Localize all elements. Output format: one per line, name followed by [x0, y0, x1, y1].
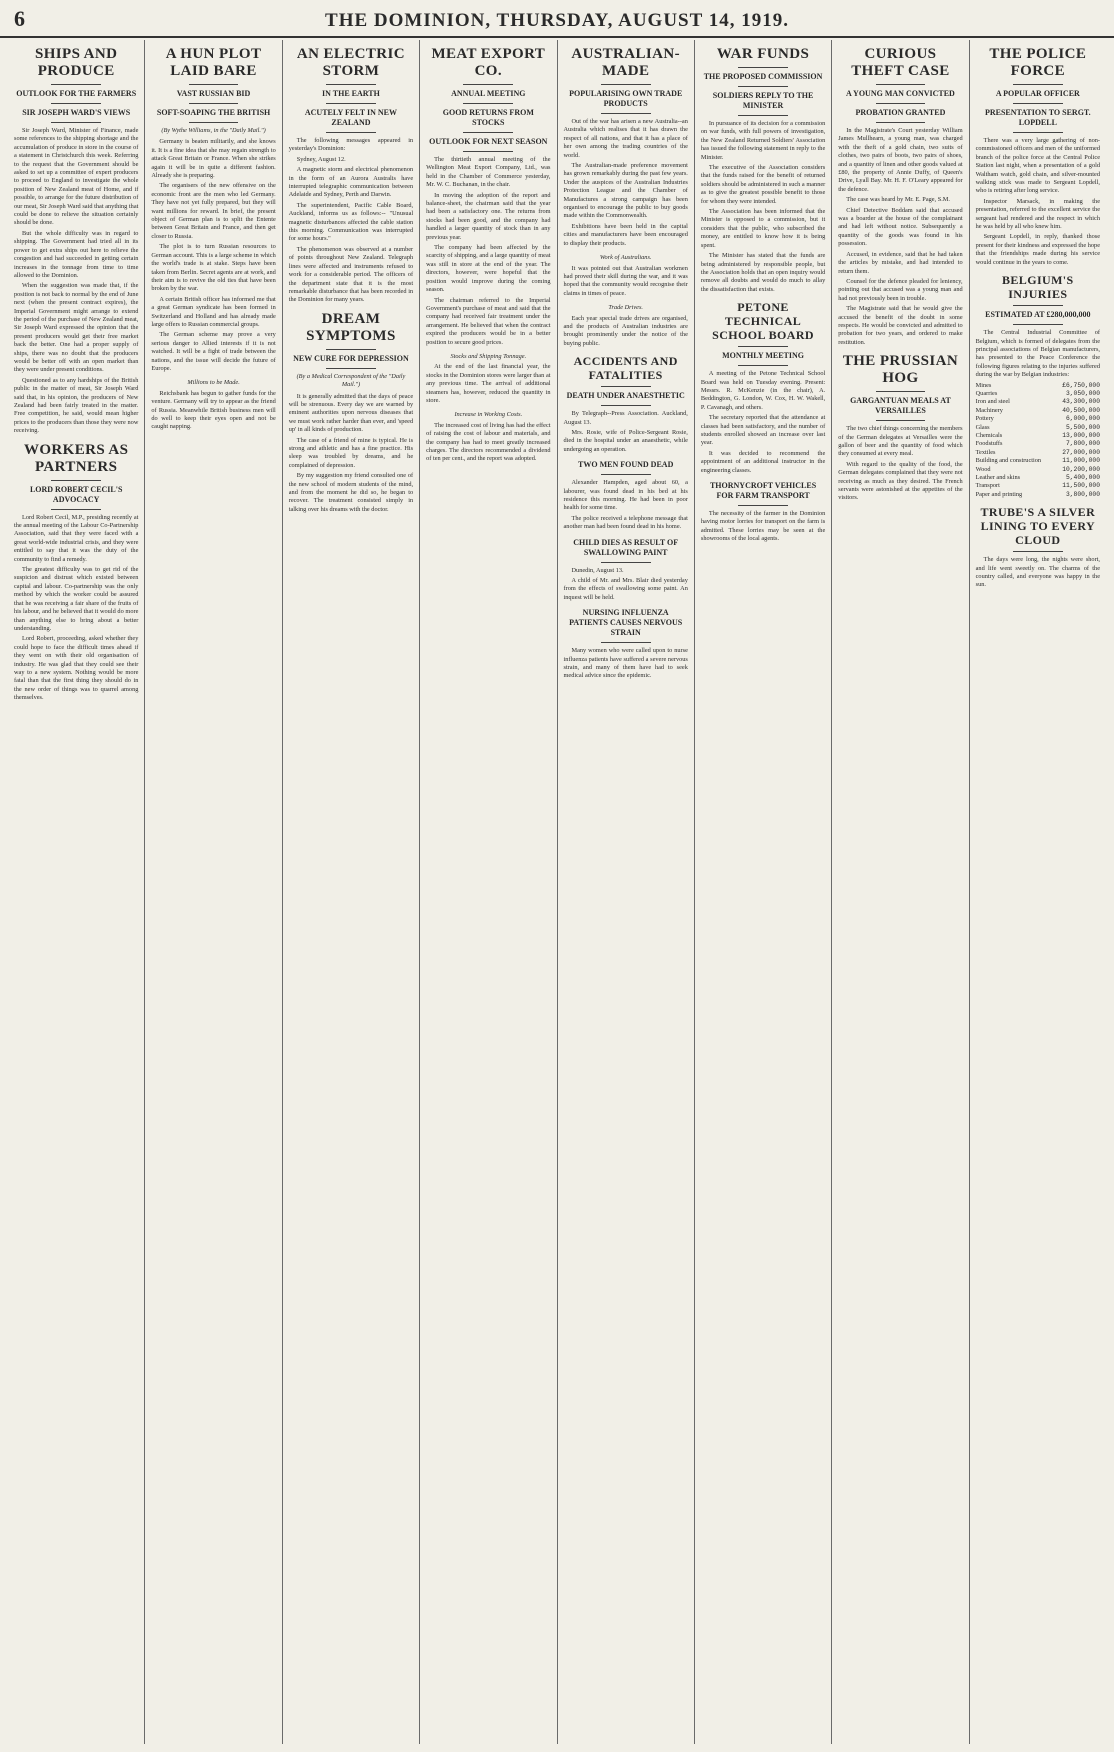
paragraph: Mrs. Rosie, wife of Police-Sergeant Rosie, died in the hospital under an anaesthetic, while undergoing an operation.	[563, 428, 688, 453]
section-heading: Work of Australians.	[599, 254, 652, 262]
headline-rule	[1013, 84, 1063, 85]
article	[151, 379, 275, 431]
newspaper-title: THE DOMINION, THURSDAY, AUGUST 14, 1919.	[325, 10, 789, 31]
subheadline: OUTLOOK FOR THE FARMERS	[16, 89, 137, 98]
article	[14, 442, 138, 703]
stat-value: 6,000,000	[1065, 415, 1100, 423]
section-heading: Millions to be Made.	[187, 379, 240, 387]
paragraph: The increased cost of living has had the effect of raising the cost of labour and materials, and the company has had to meet greatly increased charges. The directors recommended a dividend of ten per cent., and the report was adopted.	[426, 421, 551, 463]
stat-label: Glass	[975, 423, 990, 431]
stat-label: Foodstuffs	[975, 440, 1003, 448]
stat-label: Quarries	[975, 389, 998, 397]
article	[838, 353, 962, 503]
paragraph: The case was heard by Mr. E. Page, S.M.	[846, 196, 950, 204]
paragraph: The two chief things concerning the members of the German delegates at Versailles were the gallon of beer and the quantity of food which they consumed at every meal.	[838, 425, 963, 458]
subheadline: GOOD RETURNS FROM STOCKS	[442, 108, 534, 127]
article	[976, 273, 1100, 499]
headline: THE POLICE FORCE	[989, 46, 1087, 79]
subhead-rule	[601, 113, 651, 114]
subhead-rule	[876, 122, 926, 123]
paragraph: The days were long, the nights were short, and life went sweetly on. The charms of the country called, and everyone was happy in the sun.	[975, 556, 1100, 589]
stat-label: Paper and printing	[975, 490, 1023, 498]
paragraph: The case of a friend of mine is typical. He is strong and athletic and has a fine practice. His sleep was troubled by dreams, and he complained of depression.	[288, 436, 414, 469]
headline: AUSTRALIAN-MADE	[571, 46, 680, 79]
stat-row	[976, 491, 1100, 499]
subhead-rule	[463, 132, 513, 133]
subhead-rule	[1013, 132, 1063, 133]
column	[832, 40, 969, 1744]
masthead	[0, 0, 1114, 38]
paragraph: A meeting of the Petone Technical School Board was held on Tuesday evening. Present: Messrs. R. McKenzie (in the chair), A. Beddington, G. London, W. Cox, H. W. Wakell, P. Cavanagh, and others.	[700, 370, 826, 411]
subheadline: A YOUNG MAN CONVICTED	[846, 89, 955, 98]
headline-rule	[601, 84, 651, 85]
stat-row	[976, 457, 1100, 465]
subheadline: NURSING INFLUENZA PATIENTS CAUSES NERVOUS STRAIN	[569, 608, 683, 638]
article	[426, 46, 550, 347]
paragraph: But the whole difficulty was in regard to shipping. The Government had tried all in its power to get extra ships out here to relieve the congestion and had succeeded in getting certain increases in the tonnage from time to time allowed to the Dominion.	[14, 229, 139, 279]
stat-value: 13,000,000	[1062, 431, 1100, 439]
subhead-rule	[738, 115, 788, 116]
subheadline: TWO MEN FOUND DEAD	[578, 460, 674, 470]
subheadline: GARGANTUAN MEALS AT VERSAILLES	[850, 396, 951, 416]
stat-value: 27,000,000	[1062, 448, 1100, 456]
article	[564, 304, 688, 348]
subhead-rule	[601, 474, 651, 475]
paragraph: Sir Joseph Ward, Minister of Finance, made some references to the shipping shortage and the accumulation of produce in store in the course of a statement in Christchurch this week. Referring to the request that the Government should be asked to set up a committee of expert producers to proceed to England to investigate the whole position of New Zealand meat of Home, and if possible, to arrange for the future distribution of our meat, Sir Joseph Ward said that anything that could be done to relieve the situation certainly should be done.	[14, 127, 139, 227]
paragraph: In pursuance of its decision for a commission on war funds, with full powers of investigation, the New Zealand Returned Soldiers' Association has issued the following statement in reply to the Minister.	[700, 120, 826, 161]
stat-label: Building and construction	[975, 457, 1042, 465]
paragraph: Dunedin, August 13.	[571, 566, 624, 574]
subhead-rule	[463, 103, 513, 104]
article	[701, 300, 825, 475]
column	[8, 40, 145, 1744]
page-number: 6	[14, 6, 25, 31]
paragraph: Reichsbank has begun to gather funds for the venture. Germany will try to appear as the friend of Russia. Meanwhile British business men will do well to keep their eyes open and not be caught napping.	[151, 389, 276, 431]
headline: PETONE TECHNICAL SCHOOL BOARD	[712, 300, 814, 343]
stat-label: Textiles	[975, 448, 996, 456]
stat-value: 11,500,000	[1062, 482, 1100, 490]
stat-row	[976, 432, 1100, 440]
headline: DREAM SYMPTOMS	[306, 310, 396, 344]
subhead-rule	[738, 365, 788, 366]
headline-rule	[601, 386, 651, 387]
paragraph: The plot is to turn Russian resources to German account. This is a large scheme in which the world's trade is at stake. Steps have been taken from Berlin. Secret agents are at work, and their aim is to revive the old ties that have been broken by the war.	[151, 243, 276, 293]
headline: CURIOUS THEFT CASE	[851, 46, 950, 79]
subhead-rule	[189, 122, 239, 123]
paragraph: Sergeant Lopdell, in reply, thanked those present for their kindness and expressed the hope that the friendships made during his service would continue in the years to come.	[975, 233, 1100, 266]
subhead-rule	[601, 562, 651, 563]
column	[283, 40, 420, 1744]
paragraph: Germany is beaten militarily, and she knows it. It is a fine idea that she may regain strength to attack Great Britain or France. When she strikes again it will be in quite a different fashion. Already she is preparing.	[151, 138, 276, 180]
subhead-rule	[876, 420, 926, 421]
paragraph: By Telegraph--Press Association. Auckland, August 13.	[563, 410, 688, 426]
stat-value: 3,800,000	[1065, 490, 1100, 498]
paragraph: Alexander Hampden, aged about 60, a labourer, was found dead in his bed at his residence this morning. He had been in poor health for some time.	[563, 479, 688, 512]
paragraph: Questioned as to any hardships of the British public in the matter of meat, Sir Joseph Ward said that, in his opinion, the producers of New Zealand had been fairly treated in the matter. Free competition, he said, would mean higher prices to the producers than those they were now receiving.	[14, 376, 139, 435]
paragraph: Sydney, August 12.	[296, 155, 346, 163]
stat-label: Machinery	[975, 406, 1003, 414]
subheadline: POPULARISING OWN TRADE PRODUCTS	[569, 89, 683, 108]
article	[701, 481, 825, 544]
headline-rule	[876, 391, 926, 392]
byline: (By a Medical Correspondent of the "Daily Mail.")	[296, 372, 406, 389]
article	[564, 460, 688, 531]
stat-row	[976, 482, 1100, 490]
column	[558, 40, 695, 1744]
subheadline: PRESENTATION TO SERGT. LOPDELL	[984, 108, 1091, 127]
paragraph: It is generally admitted that the days of peace will be strenuous. Every day we are warned by eminent authorities upon nervous diseases that we must work rather harder than ever, and 'speed up' in all kinds of production.	[288, 392, 414, 434]
subhead-rule	[601, 642, 651, 643]
paragraph: At the end of the last financial year, the stocks in the Dominion stores were larger than at any previous time. The arrival of additional steamers has, however, reduced the quantity in store.	[426, 363, 551, 404]
headline-rule	[326, 84, 376, 85]
headline-rule	[738, 346, 788, 347]
article	[564, 354, 688, 454]
article	[564, 538, 688, 603]
subheadline: ANNUAL MEETING	[451, 89, 526, 98]
paragraph: The German scheme may prove a very serious danger to Allied interests if it is not watched. It will be a fight of trade between the nations, and the issue will decide the future of Europe.	[151, 331, 276, 372]
paragraph: Each year special trade drives are organised, and the products of Australian industries are brought prominently under the notice of the buying public.	[563, 314, 688, 347]
headline: WAR FUNDS	[716, 46, 810, 62]
article	[14, 46, 138, 436]
paragraph: Lord Robert Cecil, M.P., presiding recently at the annual meeting of the Labour Co-Partnership Association, said that they were faced with a great world-wide industrial crisis, and they were entitled to say that it was the duty of the community to find a remedy.	[14, 513, 139, 563]
headline-rule	[51, 480, 101, 481]
paragraph: The secretary reported that the attendance at classes had been satisfactory, and the number of students enrolled showed an increase over last year.	[700, 414, 826, 447]
stat-label: Chemicals	[975, 431, 1003, 439]
paragraph: Accused, in evidence, said that he had taken the articles by mistake, and had intended to return them.	[838, 250, 963, 275]
headline-rule	[738, 67, 788, 68]
stat-row	[976, 440, 1100, 448]
headline: MEAT EXPORT CO.	[431, 46, 546, 79]
stat-label: Wood	[975, 465, 991, 473]
stat-value: 43,300,000	[1062, 398, 1100, 406]
headline: TRUBE'S A SILVER LINING TO EVERY CLOUD	[980, 505, 1096, 548]
paragraph: Out of the war has arisen a new Australia--an Australia which realises that it has drawn the respect of all nations, and that it has a place of her own among the trading countries of the world.	[563, 118, 688, 159]
subheadline: OUTLOOK FOR NEXT SEASON	[429, 137, 548, 146]
stat-label: Transport	[975, 482, 1000, 490]
article	[564, 254, 688, 298]
article	[289, 46, 413, 305]
subheadline: PROBATION GRANTED	[855, 108, 946, 117]
subheadline: CHILD DIES AS RESULT OF SWALLOWING PAINT	[573, 537, 679, 557]
subhead-rule	[601, 405, 651, 406]
subheadline: THE PROPOSED COMMISSION	[703, 72, 823, 81]
headline: SHIPS AND PRODUCE	[35, 46, 118, 79]
paragraph: It was decided to recommend the appointment of an additional instructor in the engineering classes.	[700, 449, 826, 474]
paragraph: In moving the adoption of the report and balance-sheet, the chairman said that the year had been a satisfactory one. The returns from stocks had been good, and the company had handled a larger quantity of stock than in any previous year.	[426, 191, 551, 241]
subheadline: VAST RUSSIAN BID	[176, 89, 251, 98]
paragraph: In the Magistrate's Court yesterday William James Mullhearn, a young man, was charged with the theft of a gold chain, two suits of clothes, two pairs of boots, two pairs of shoes, and a quantity of linen and other goods valued at £80, the property of Annie Duffy, of Queen's Drive, Lyall Bay. Mr. H. F. O'Leary appeared for the defence.	[838, 127, 963, 193]
subhead-rule	[326, 368, 376, 369]
paragraph: The chairman referred to the Imperial Government's purchase of meat and said that the company had received fair treatment under the arrangement. He believed that when the contract expired the producers would be in a better position to secure good prices.	[426, 296, 551, 346]
paragraph: The following messages appeared in yesterday's Dominion:	[288, 137, 414, 153]
paragraph: A magnetic storm and electrical phenomenon in the form of an Aurora Australis have interrupted telegraphic communication between Adelaide and Sydney, Perth and Darwin.	[288, 166, 414, 199]
subhead-rule	[738, 86, 788, 87]
paragraph: It was pointed out that Australian workmen had proved their skill during the war, and it was hoped that the community would recognise their claims in times of peace.	[563, 264, 688, 297]
headline: ACCIDENTS AND FATALITIES	[573, 354, 678, 383]
subheadline: DEATH UNDER ANAESTHETIC	[566, 391, 685, 401]
article	[564, 608, 688, 681]
subheadline: SOLDIERS REPLY TO THE MINISTER	[712, 91, 814, 110]
headline-rule	[51, 84, 101, 85]
stat-value: 11,000,000	[1062, 457, 1100, 465]
subheadline: THORNYCROFT VEHICLES FOR FARM TRANSPORT	[709, 481, 817, 500]
subheadline: NEW CURE FOR DEPRESSION	[293, 353, 409, 363]
article	[426, 411, 550, 463]
paragraph: The organisers of the new offensive on the economic front are the men who led Germany. They have not yet fully prepared, but they will want millions for reward. In brief, the present object of German plan is to split the Entente between Great Britain and France, and then get closer to Russia.	[151, 182, 276, 240]
subheadline: ACUTELY FELT IN NEW ZEALAND	[304, 108, 397, 127]
subhead-rule	[326, 132, 376, 133]
headline: BELGIUM'S INJURIES	[1002, 273, 1074, 302]
section-heading: Trade Drives.	[608, 304, 643, 312]
subheadline: A POPULAR OFFICER	[995, 89, 1080, 98]
column	[145, 40, 282, 1744]
headline: THE PRUSSIAN HOG	[842, 353, 959, 387]
subheadline: ESTIMATED AT £280,000,000	[985, 310, 1091, 320]
paragraph: The Minister has stated that the funds are being administered by responsible people, but the Association holds that an open inquiry would remove all doubts and would do much to allay the dissatisfaction that exists.	[700, 252, 826, 293]
stat-row	[976, 407, 1100, 415]
paragraph: The necessity of the farmer in the Dominion having motor lorries for transport on the farm is admitted. These lorries may be seen at the showrooms of the local agents.	[700, 510, 826, 543]
headline-rule	[1013, 551, 1063, 552]
column	[420, 40, 557, 1744]
paragraph: There was a very large gathering of non-commissioned officers and men of the uniformed branch of the police force at the Central Police Station last night, when a presentation of a gold Waltham watch, gold chain, and silver-mounted walking stick was made to Sergeant Lopdell, who is retiring after long service.	[975, 137, 1100, 195]
stat-value: 5,400,000	[1065, 474, 1100, 481]
paragraph: Counsel for the defence pleaded for leniency, pointing out that accused was a young man and had not previously been in trouble.	[838, 277, 963, 302]
subheadline: SIR JOSEPH WARD'S VIEWS	[22, 108, 131, 117]
stat-row	[976, 398, 1100, 406]
article	[289, 311, 413, 515]
byline: (By Wythe Williams, in the "Daily Mail.")	[161, 127, 266, 134]
stat-label: Mines	[975, 381, 992, 389]
subhead-rule	[1013, 103, 1063, 104]
headline-rule	[1013, 305, 1063, 306]
newspaper-columns	[8, 40, 1106, 1744]
paragraph: The Central Industrial Committee of Belgium, which is formed of delegates from the principal associations of Belgian manufacturers, has presented to the Peace Conference the following figures relating to the injuries suffered during the war by Belgian industries:	[975, 329, 1100, 379]
paragraph: Exhibitions have been held in the capital cities and manufacturers have been encouraged to display their products.	[563, 222, 688, 247]
subhead-rule	[1013, 324, 1063, 325]
subhead-rule	[189, 103, 239, 104]
article	[564, 46, 688, 248]
paragraph: Chief Detective Boddam said that accused was a boarder at the house of the complainant and had left without notice. Subsequently a quantity of the goods was found in his possession.	[838, 206, 963, 248]
section-heading: Increase in Working Costs.	[454, 411, 523, 419]
article	[151, 46, 275, 373]
stat-label: Iron and steel	[975, 398, 1010, 406]
paragraph: When the suggestion was made that, if the position is not back to normal by the end of June next (when the present contract expires), the Imperial Government might arrange to extend the period of the purchase of New Zealand meat, Sir Joseph Ward expressed the opinion that the present producers would get their free market back the better. One had a proper supply of ships, there was no doubt that the producers would be better off with an open market than they were under present conditions.	[14, 282, 139, 374]
article	[976, 46, 1100, 267]
paragraph: The phenomenon was observed at a number of points throughout New Zealand. Telegraph lines were affected and instruments refused to work for a considerable period. The officers of the department state that it is the most remarkable disturbance that has been recorded in the Dominion for many years.	[288, 245, 414, 304]
section-heading: Stocks and Shipping Tonnage.	[450, 352, 527, 360]
column	[970, 40, 1106, 1744]
headline-rule	[326, 349, 376, 350]
stat-value: 3,050,000	[1065, 389, 1100, 397]
headline: A HUN PLOT LAID BARE	[165, 46, 262, 79]
headline: WORKERS AS PARTNERS	[23, 441, 129, 475]
paragraph: The Magistrate said that he would give the accused the benefit of the doubt in some respects. He would be convicted and admitted to probation for two years, and ordered to make restitution.	[838, 305, 963, 346]
column	[695, 40, 832, 1744]
subhead-rule	[738, 505, 788, 506]
stat-value: 40,500,000	[1062, 406, 1100, 414]
headline-rule	[463, 84, 513, 85]
headline-rule	[876, 84, 926, 85]
paragraph: The greatest difficulty was to get rid of the suspicion and distrust which existed between capital and labour. Co-partnership was the only method by which the worker could be assured that he was receiving a fair share of the fruits of his labour, and he believed that it would do more than anything else to bring about a better understanding.	[14, 566, 139, 632]
subhead-rule	[326, 103, 376, 104]
stat-row	[976, 474, 1100, 482]
paragraph: A child of Mr. and Mrs. Blair died yesterday from the effects of swallowing some paint. An inquest will be held.	[563, 577, 688, 601]
paragraph: A certain British officer has informed me that a great German syndicate has been formed in Switzerland and Holland and has already made large offers to Russian commercial groups.	[151, 295, 276, 328]
paragraph: With regard to the quality of the food, the German delegates complained that they were not receiving as much as they desired. The French servants were astonished at the appetites of the visitors.	[838, 460, 963, 502]
subheadline: IN THE EARTH	[322, 89, 380, 98]
subheadline: SOFT-SOAPING THE BRITISH	[156, 108, 271, 117]
subhead-rule	[876, 103, 926, 104]
stat-value: £6,750,000	[1062, 381, 1100, 389]
subhead-rule	[51, 509, 101, 510]
stat-row	[976, 466, 1100, 474]
subhead-rule	[51, 122, 101, 123]
paragraph: The Australian-made preference movement has grown remarkably during the past few years. Under the auspices of the Australian Industries Protection League and the Chamber of Manufactures a strong campaign has been organised to encourage the public to buy goods made within the Commonwealth.	[563, 162, 688, 220]
stat-label: Pottery	[975, 415, 994, 423]
stat-value: 10,200,000	[1062, 465, 1100, 473]
paragraph: The superintendent, Pacific Cable Board, Auckland, informs us as follows:-- "Unusual magnetic disturbances affected the cable station this morning. Communication was interrupted for some hours."	[288, 201, 414, 243]
stat-row	[976, 382, 1100, 390]
paragraph: Lord Robert, proceeding, asked whether they could hope to face the difficult times ahead if they went on with their old organisation of industry. He was glad that they could see their way to a new system. Nothing would be more fatal than that the first thing they should do in the new order of things was to quarrel among themselves.	[14, 635, 139, 702]
stat-row	[976, 424, 1100, 432]
paragraph: Inspector Marsack, in making the presentation, referred to the excellent service the sergeant had rendered and the respect in which he was held by all who knew him.	[975, 197, 1100, 231]
stat-row	[976, 449, 1100, 457]
subhead-rule	[51, 103, 101, 104]
headline: AN ELECTRIC STORM	[296, 46, 406, 79]
subheadline: LORD ROBERT CECIL'S ADVOCACY	[29, 484, 123, 504]
paragraph: Many women who were called upon to nurse influenza patients have suffered a severe nervous strain, and many of them have had to seek medical advice since the epidemic.	[563, 647, 688, 680]
headline-rule	[189, 84, 239, 85]
stat-row	[976, 390, 1100, 398]
paragraph: The police received a telephone message that another man had been found dead in his home.	[563, 514, 688, 531]
stat-row	[976, 415, 1100, 423]
paragraph: The company had been affected by the scarcity of shipping, and a large quantity of meat was still in store at the end of the year. The directors, however, were hopeful that the position would improve during the coming season.	[426, 244, 551, 294]
article	[426, 353, 550, 405]
article	[701, 46, 825, 294]
paragraph: The thirtieth annual meeting of the Wellington Meat Export Company, Ltd., was held in the Chamber of Commerce yesterday, Mr. W. C. Buchanan, in the chair.	[426, 156, 551, 189]
paragraph: By my suggestion my friend consulted one of the new school of modern students of the mind, and from the moment he did so, he began to recover. The treatment consisted simply in talking over his dreams with the doctor.	[288, 472, 414, 513]
subheadline: MONTHLY MEETING	[722, 351, 804, 361]
article	[976, 505, 1100, 590]
paragraph: The Association has been informed that the Minister is opposed to a commission, but it considers that the public, who subscribed the money, are entitled to know how it is being spent.	[700, 208, 826, 249]
stat-value: 5,500,000	[1065, 423, 1100, 431]
paragraph: The executive of the Association considers that the funds raised for the benefit of returned soldiers should be administered in such a manner as to give the greatest possible benefit to those for whom they were intended.	[700, 164, 826, 205]
subhead-rule	[463, 151, 513, 152]
stat-label: Leather and skins	[975, 474, 1021, 481]
stat-value: 7,800,000	[1065, 440, 1100, 448]
article	[838, 46, 962, 347]
